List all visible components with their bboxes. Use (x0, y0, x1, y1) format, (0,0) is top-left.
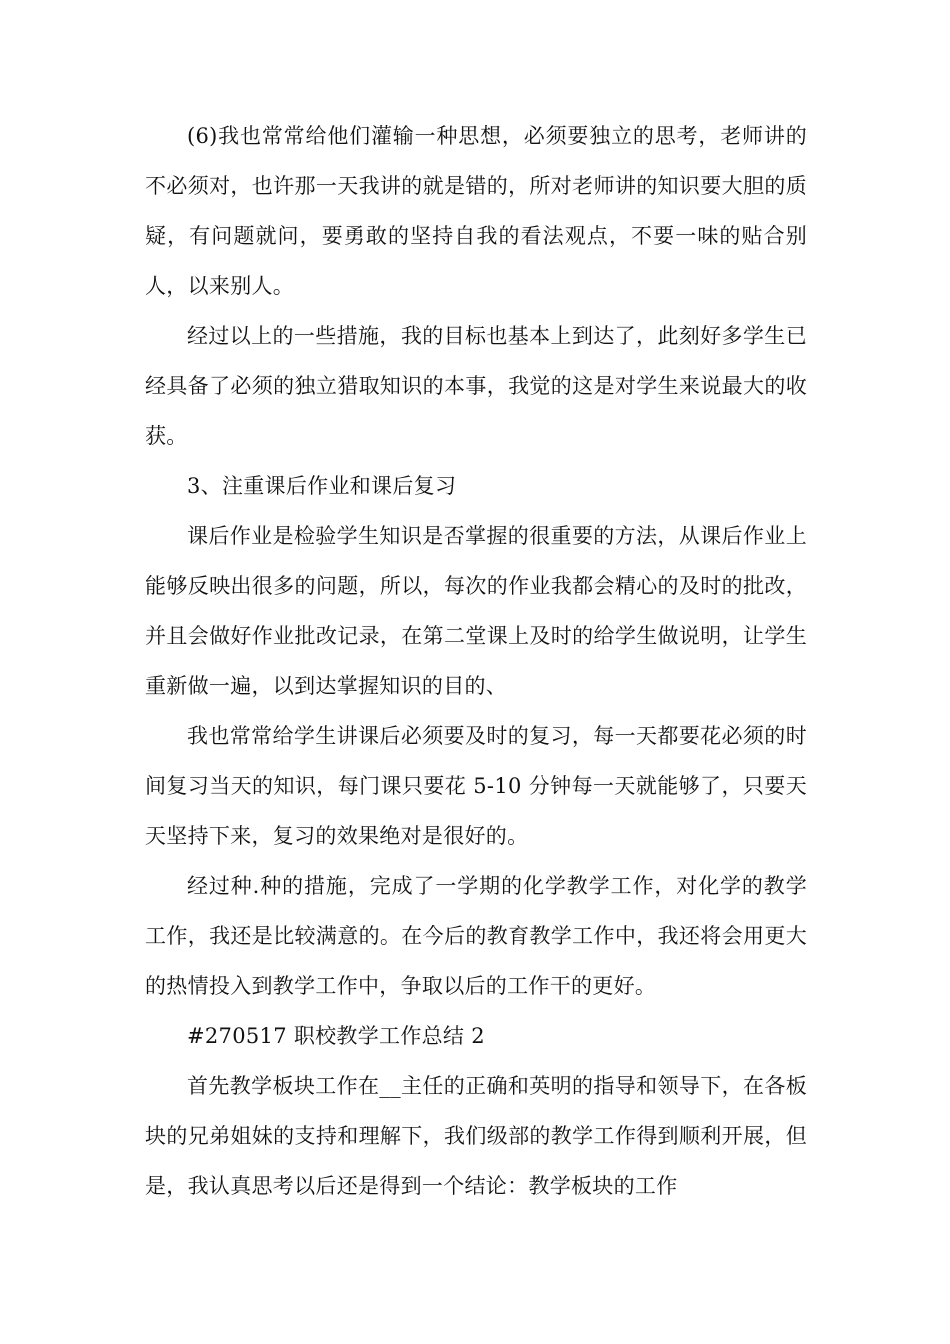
paragraph-5: 经过种.种的措施，完成了一学期的化学教学工作，对化学的教学工作，我还是比较满意的。在今后的教育教学工作中，我还将会用更大的热情投入到教学工作中，争取以后的工作干的更好。 (145, 874, 807, 998)
paragraph-3: 课后作业是检验学生知识是否掌握的很重要的方法，从课后作业上能够反映出很多的问题，所以，每次的作业我都会精心的及时的批改，并且会做好作业批改记录，在第二堂课上及时的给学生做说明，让学生重新做一遍，以到达掌握知识的目的、 (145, 524, 807, 698)
document-body (145, 111, 807, 1211)
paragraph-2: 经过以上的一些措施，我的目标也基本上到达了，此刻好多学生已经具备了必须的独立猎取知识的本事，我觉的这是对学生来说最大的收获。 (145, 324, 807, 448)
paragraph-4: 我也常常给学生讲课后必须要及时的复习，每一天都要花必须的时间复习当天的知识，每门课只要花 5-10 分钟每一天就能够了，只要天天坚持下来，复习的效果绝对是很好的。 (145, 724, 807, 848)
section-heading: 3、注重课后作业和课后复习 (187, 474, 457, 498)
paragraph-6: 首先教学板块工作在__主任的正确和英明的指导和领导下，在各板块的兄弟姐妹的支持和理解下，我们级部的教学工作得到顺利开展，但是，我认真思考以后还是得到一个结论：教学板块的工作 (145, 1074, 807, 1198)
paragraph-1: (6)我也常常给他们灌输一种思想，必须要独立的思考，老师讲的不必须对，也许那一天我讲的就是错的，所对老师讲的知识要大胆的质疑，有问题就问，要勇敢的坚持自我的看法观点，不要一味的贴合别人，以来别人。 (145, 124, 807, 298)
document-title: #270517 职校教学工作总结 2 (187, 1024, 485, 1048)
